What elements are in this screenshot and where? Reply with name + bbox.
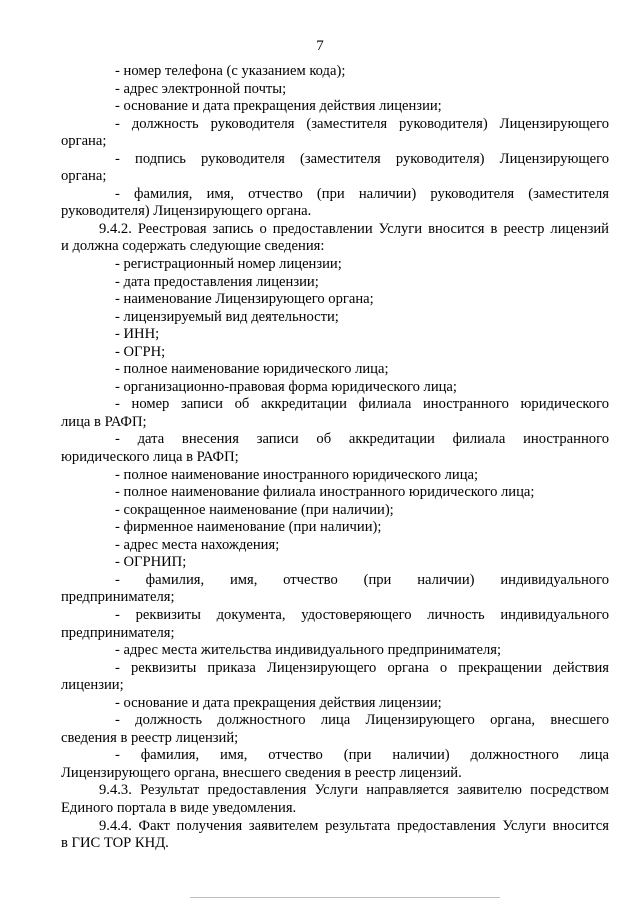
text-line: - реквизиты приказа Лицензирующего органа о прекращении действия [115,659,609,676]
page-number: 7 [316,38,324,54]
text-line: Лицензирующего органа, внесшего сведения в реестр лицензий. [61,764,462,781]
text-line: - адрес места нахождения; [115,536,280,553]
text-line: - ИНН; [115,326,160,343]
text-line: - полное наименование филиала иностранного юридического лица; [115,484,535,501]
text-line: органа; [61,168,107,185]
text-line: сведения в реестр лицензий; [61,729,239,746]
text-line: - фамилия, имя, отчество (при наличии) индивидуального [115,571,609,588]
footer-rule [190,897,500,898]
text-line: - полное наименование иностранного юридического лица; [115,466,479,483]
text-line: - фамилия, имя, отчество (при наличии) должностного лица [115,747,609,764]
text-line: - наименование Лицензирующего органа; [115,291,374,308]
text-line: - адрес места жительства индивидуального предпринимателя; [115,642,502,659]
text-line: - лицензируемый вид деятельности; [115,308,339,325]
text-line: и должна содержать следующие сведения: [61,238,325,255]
text-line: - регистрационный номер лицензии; [115,256,342,273]
text-line: в ГИС ТОР КНД. [61,835,169,852]
text-line: - дата предоставления лицензии; [115,273,319,290]
text-line: - должность руководителя (заместителя руководителя) Лицензирующего [115,115,609,132]
text-line: 9.4.4. Факт получения заявителем результата предоставления Услуги вносится [99,817,609,834]
document-body [61,63,609,853]
text-line: юридического лица в РАФП; [61,449,239,466]
text-line: органа; [61,133,107,150]
text-line: - номер телефона (с указанием кода); [115,63,346,79]
text-line: предпринимателя; [61,624,175,641]
text-line: Единого портала в виде уведомления. [61,799,297,816]
text-line: - ОГРНИП; [115,554,187,571]
text-line: - основание и дата прекращения действия лицензии; [115,98,442,115]
text-line: - ОГРН; [115,343,166,360]
text-line: лицензии; [61,677,124,694]
text-line: руководителя) Лицензирующего органа. [61,203,312,220]
text-line: - дата внесения записи об аккредитации филиала иностранного [115,431,609,448]
text-line: - номер записи об аккредитации филиала иностранного юридического [115,396,609,413]
text-line: предпринимателя; [61,589,175,606]
text-line: - реквизиты документа, удостоверяющего личность индивидуального [115,606,609,623]
text-line: - основание и дата прекращения действия лицензии; [115,694,442,711]
text-line: - подпись руководителя (заместителя руководителя) Лицензирующего [115,150,609,167]
text-line: - адрес электронной почты; [115,80,287,97]
text-line: - организационно-правовая форма юридического лица; [115,378,457,395]
text-line: - сокращенное наименование (при наличии); [115,501,394,518]
text-line: лица в РАФП; [61,413,147,430]
text-line: - должность должностного лица Лицензирующего органа, внесшего [115,712,609,729]
text-line: 9.4.2. Реестровая запись о предоставлении Услуги вносится в реестр лицензий [99,220,609,237]
text-line: 9.4.3. Результат предоставления Услуги направляется заявителю посредством [99,782,609,799]
text-line: - фамилия, имя, отчество (при наличии) руководителя (заместителя [115,185,609,202]
text-line: - фирменное наименование (при наличии); [115,519,382,536]
text-line: - полное наименование юридического лица; [115,361,389,378]
